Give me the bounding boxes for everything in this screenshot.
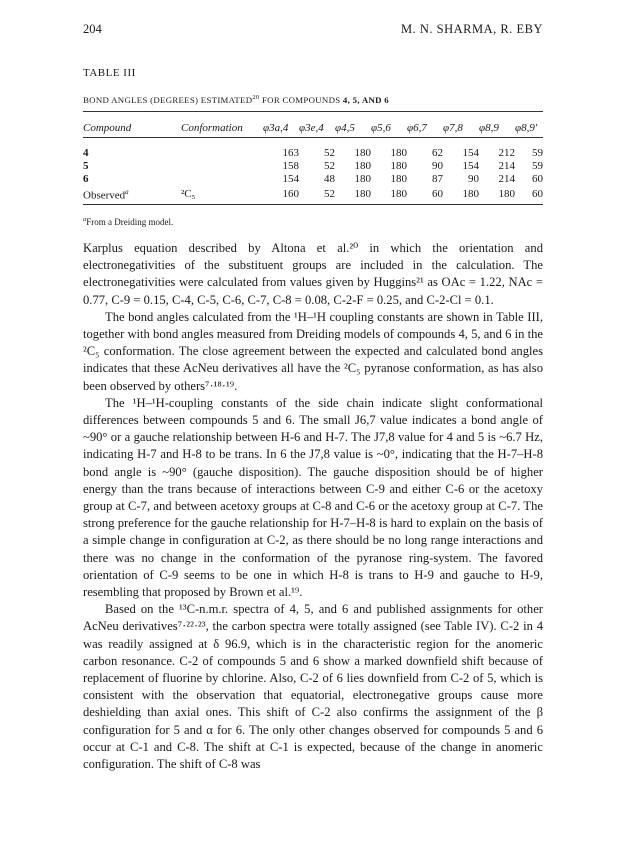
column-header: φ4,5 bbox=[335, 121, 355, 134]
compound-cell: 4 bbox=[83, 147, 89, 159]
angle-cell: 214 bbox=[498, 160, 515, 172]
paragraph: The bond angles calculated from the ¹H–¹H coupling constants are shown in Table III, together with bond angles measured from Dreiding models of compounds 4, 5, and 6 in the ²C₅ conformation. The close agreement between the expected and calculated bond angles indicates that these AcNeu derivatives all have the ²C₅ pyranose conformation, as has also been observed by others⁷·¹⁸·¹⁹. bbox=[83, 309, 543, 393]
angle-cell: 52 bbox=[324, 160, 335, 172]
footnote-marker: a bbox=[125, 188, 129, 196]
angle-cell: 59 bbox=[532, 160, 543, 172]
table-row bbox=[83, 137, 543, 160]
angle-cell: 214 bbox=[498, 173, 515, 185]
column-header: Compound bbox=[83, 121, 132, 134]
angle-cell: 48 bbox=[324, 173, 335, 185]
angle-cell: 180 bbox=[354, 187, 371, 200]
conformation-cell bbox=[181, 160, 263, 173]
angle-cell: 180 bbox=[354, 147, 371, 159]
conformation-cell bbox=[181, 173, 263, 186]
angle-cell: 87 bbox=[432, 173, 443, 185]
angle-cell: 160 bbox=[282, 187, 299, 200]
compound-cell: 6 bbox=[83, 173, 89, 185]
angle-cell: 154 bbox=[462, 160, 479, 172]
paragraph: Karplus equation described by Altona et al.²⁰ in which the orientation and electronegativities of the substituent groups are included in the calculation. The electronegativities were calculated from values given by Huggins²¹ as OAc = 1.22, NAc = 0.77, C-9 = 0.15, C-4, C-5, C-6, C-7, C-8 = 0.08, C-2-F = 0.25, and C-2-Cl = 0.1. bbox=[83, 241, 543, 307]
compound-cell bbox=[83, 186, 181, 203]
column-header: φ8,9 bbox=[479, 121, 499, 134]
angle-cell: 180 bbox=[354, 160, 371, 172]
angle-cell: 154 bbox=[462, 147, 479, 159]
angle-cell: 59 bbox=[532, 147, 543, 159]
angle-cell: 180 bbox=[390, 173, 407, 185]
angle-cell: 212 bbox=[498, 147, 515, 159]
paragraph: The ¹H–¹H-coupling constants of the side chain indicate slight conformational differences between compounds 5 and 6. The small J6,7 value indicates a bond angle of ~90° or a gauche relationship between H-6 and H-7. The J7,8 value for 4 and 5 is ~6.7 Hz, indicating H-7 and H-8 to be trans. In 6 the J7,8 value is ~0°, indicating that the H-7–H-8 bond angle is ~90° (gauche disposition). The gauche disposition should be of higher energy than the trans because of interactions between C-9 and either C-6 or the acetoxy group at C-7, and between acetoxy groups at C-8 and C-6 or the acetoxy group at C-7. The strong preference for the gauche relationship for H-7–H-8 is hard to explain on the basis of a simple change in configuration at C-2, as there should be no long range interactions and there was no change in the conformation of the pyranose ring-system. The favored orientation of C-9 seems to be one in which H-8 is trans to H-9 and gauche to H-9, resembling that proposed by Brown et al.¹⁹. bbox=[83, 395, 543, 600]
angle-cell: 180 bbox=[390, 187, 407, 200]
table-row bbox=[83, 173, 543, 186]
table-bottom-rule bbox=[83, 204, 543, 205]
conformation-cell bbox=[181, 137, 263, 160]
compound-name: Observed bbox=[83, 189, 126, 202]
table-caption bbox=[83, 94, 389, 105]
column-header: φ8,9′ bbox=[515, 121, 538, 134]
page-number: 204 bbox=[83, 22, 102, 36]
caption-compounds: 4, 5, AND 6 bbox=[342, 94, 389, 105]
footnote-marker: a bbox=[83, 216, 87, 223]
table-label: TABLE III bbox=[83, 67, 136, 79]
column-header: φ5,6 bbox=[371, 121, 391, 134]
compound-cell: 5 bbox=[83, 160, 89, 172]
angle-cell: 180 bbox=[390, 160, 407, 172]
angle-cell: 163 bbox=[282, 147, 299, 159]
angle-cell: 158 bbox=[282, 160, 299, 172]
bond-angle-table bbox=[83, 118, 543, 203]
column-header: φ7,8 bbox=[443, 121, 463, 134]
body-text bbox=[83, 240, 543, 773]
angle-cell: 180 bbox=[498, 187, 515, 200]
angle-cell: 90 bbox=[468, 173, 479, 185]
table-header-row bbox=[83, 118, 543, 137]
angle-cell: 180 bbox=[390, 147, 407, 159]
column-header: φ6,7 bbox=[407, 121, 427, 134]
angle-cell: 90 bbox=[432, 160, 443, 172]
column-header: φ3e,4 bbox=[299, 121, 324, 134]
table-footnote bbox=[83, 216, 173, 227]
angle-cell: 62 bbox=[432, 147, 443, 159]
angle-cell: 52 bbox=[324, 147, 335, 159]
table-row bbox=[83, 160, 543, 173]
angle-cell: 60 bbox=[532, 187, 543, 200]
angle-cell: 60 bbox=[432, 187, 443, 200]
caption-tail: FOR COMPOUNDS bbox=[259, 94, 343, 105]
angle-cell: 180 bbox=[462, 187, 479, 200]
caption-text: BOND ANGLES (DEGREES) ESTIMATED bbox=[83, 94, 253, 105]
paragraph: Based on the ¹³C-n.m.r. spectra of 4, 5, and 6 and published assignments for other AcNeu derivatives⁷·²²·²³, the carbon spectra were totally assigned (see Table IV). C-2 in 4 was readily assigned at δ 96.9, which is in the characteristic region for the anomeric carbon resonance. C-2 of compounds 5 and 6 show a marked downfield shift because of replacement of fluorine by chlorine. Also, C-2 of 6 lies downfield from C-2 of 5, which is consistent with the observation that equatorial, electronegative groups cause more deshielding than axial ones. This shift of C-2 also confirms the assignment of the β configuration for 5 and α for 6. The only other changes observed for compounds 5 and 6 occur at C-1 and C-8. The shift at C-1 is expected, because of the change in anomeric configuration. The shift of C-8 was bbox=[83, 602, 543, 772]
footnote-text: From a Dreiding model. bbox=[86, 217, 174, 227]
running-head-authors: M. N. SHARMA, R. EBY bbox=[401, 22, 543, 36]
angle-cell: 52 bbox=[324, 187, 335, 200]
table-row bbox=[83, 186, 543, 203]
angle-cell: 180 bbox=[354, 173, 371, 185]
caption-reference: 20 bbox=[252, 94, 260, 101]
conformation-cell: ²C₅ bbox=[181, 187, 196, 200]
column-header: Conformation bbox=[181, 121, 243, 134]
column-header: φ3a,4 bbox=[263, 121, 289, 134]
angle-cell: 60 bbox=[532, 173, 543, 185]
angle-cell: 154 bbox=[282, 173, 299, 185]
table-top-rule bbox=[83, 111, 543, 112]
